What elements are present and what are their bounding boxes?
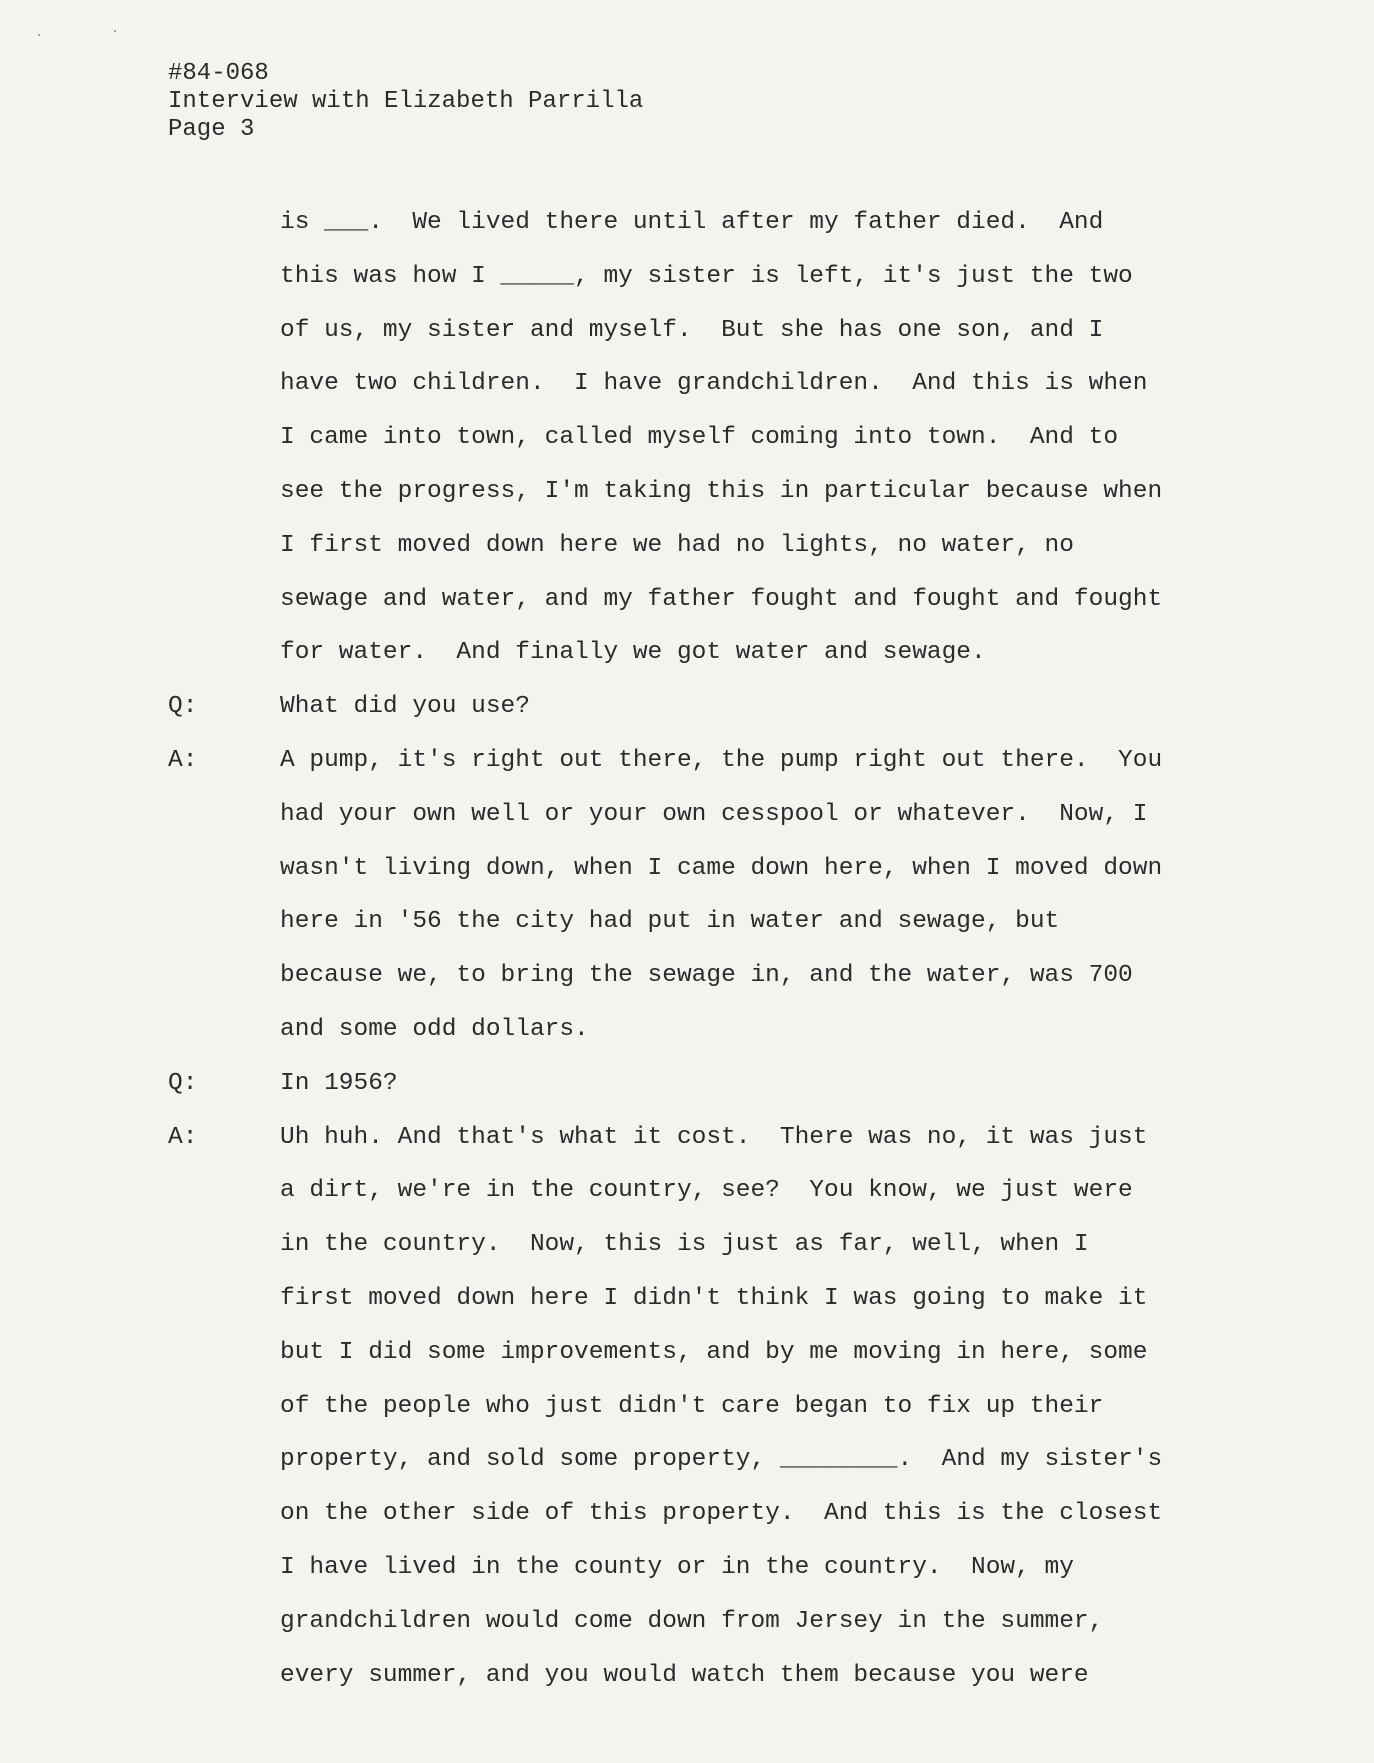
speaker-label: A:: [168, 1123, 198, 1151]
transcript-line: this was how I _____, my sister is left, it's just the two: [280, 262, 1133, 290]
transcript-block: [168, 734, 1258, 1057]
transcript-line: here in '56 the city had put in water and sewage, but: [280, 908, 1060, 936]
transcript-line: have two children. I have grandchildren. And this is when: [280, 370, 1148, 398]
scan-speck: [38, 34, 40, 36]
transcript-line: first moved down here I didn't think I was going to make it: [280, 1284, 1148, 1312]
scan-speck: [114, 30, 116, 32]
transcript-line: and some odd dollars.: [280, 1015, 589, 1043]
transcript-line: property, and sold some property, ________. And my sister's: [280, 1446, 1163, 1474]
speaker-label: A:: [168, 746, 198, 774]
transcript-line: sewage and water, and my father fought and fought and fought: [280, 585, 1163, 613]
transcript-line: Uh huh. And that's what it cost. There was no, it was just: [280, 1123, 1148, 1151]
transcript-paragraph: [280, 1057, 1258, 1111]
transcript-body: [168, 196, 1258, 1702]
transcript-line: grandchildren would come down from Jersey in the summer,: [280, 1607, 1104, 1635]
transcript-block: [168, 680, 1258, 734]
speaker-label: Q:: [168, 693, 198, 721]
transcript-line: see the progress, I'm taking this in particular because when: [280, 477, 1163, 505]
transcript-block: [168, 1111, 1258, 1703]
transcript-line: in the country. Now, this is just as far, well, when I: [280, 1231, 1089, 1259]
transcript-line: I came into town, called myself coming into town. And to: [280, 424, 1119, 452]
transcript-line: wasn't living down, when I came down here, when I moved down: [280, 854, 1163, 882]
transcript-line: In 1956?: [280, 1069, 398, 1097]
transcript-line: for water. And finally we got water and sewage.: [280, 639, 986, 667]
transcript-line: had your own well or your own cesspool or whatever. Now, I: [280, 800, 1148, 828]
transcript-line: every summer, and you would watch them because you were: [280, 1661, 1089, 1689]
page-number: Page 3: [168, 116, 255, 143]
document-title: Interview with Elizabeth Parrilla: [168, 88, 644, 115]
transcript-line: but I did some improvements, and by me moving in here, some: [280, 1338, 1148, 1366]
document-id: #84-068: [168, 60, 269, 87]
speaker-label: Q:: [168, 1069, 198, 1097]
transcript-block: [168, 196, 1258, 680]
transcript-line: A pump, it's right out there, the pump right out there. You: [280, 746, 1163, 774]
transcript-line: a dirt, we're in the country, see? You know, we just were: [280, 1177, 1133, 1205]
transcript-line: of us, my sister and myself. But she has one son, and I: [280, 316, 1104, 344]
transcript-block: [168, 1057, 1258, 1111]
transcript-line: of the people who just didn't care began to fix up their: [280, 1392, 1104, 1420]
transcript-paragraph: [280, 680, 1258, 734]
transcript-line: I have lived in the county or in the country. Now, my: [280, 1553, 1074, 1581]
page-header: [168, 60, 643, 144]
transcript-line: because we, to bring the sewage in, and the water, was 700: [280, 962, 1133, 990]
transcript-paragraph: [280, 734, 1258, 1057]
transcript-paragraph: [280, 1111, 1258, 1703]
transcript-line: on the other side of this property. And this is the closest: [280, 1500, 1163, 1528]
transcript-line: is ___. We lived there until after my father died. And: [280, 209, 1104, 236]
transcript-line: I first moved down here we had no lights, no water, no: [280, 531, 1074, 559]
transcript-line: What did you use?: [280, 693, 530, 721]
transcript-paragraph: [280, 196, 1258, 680]
